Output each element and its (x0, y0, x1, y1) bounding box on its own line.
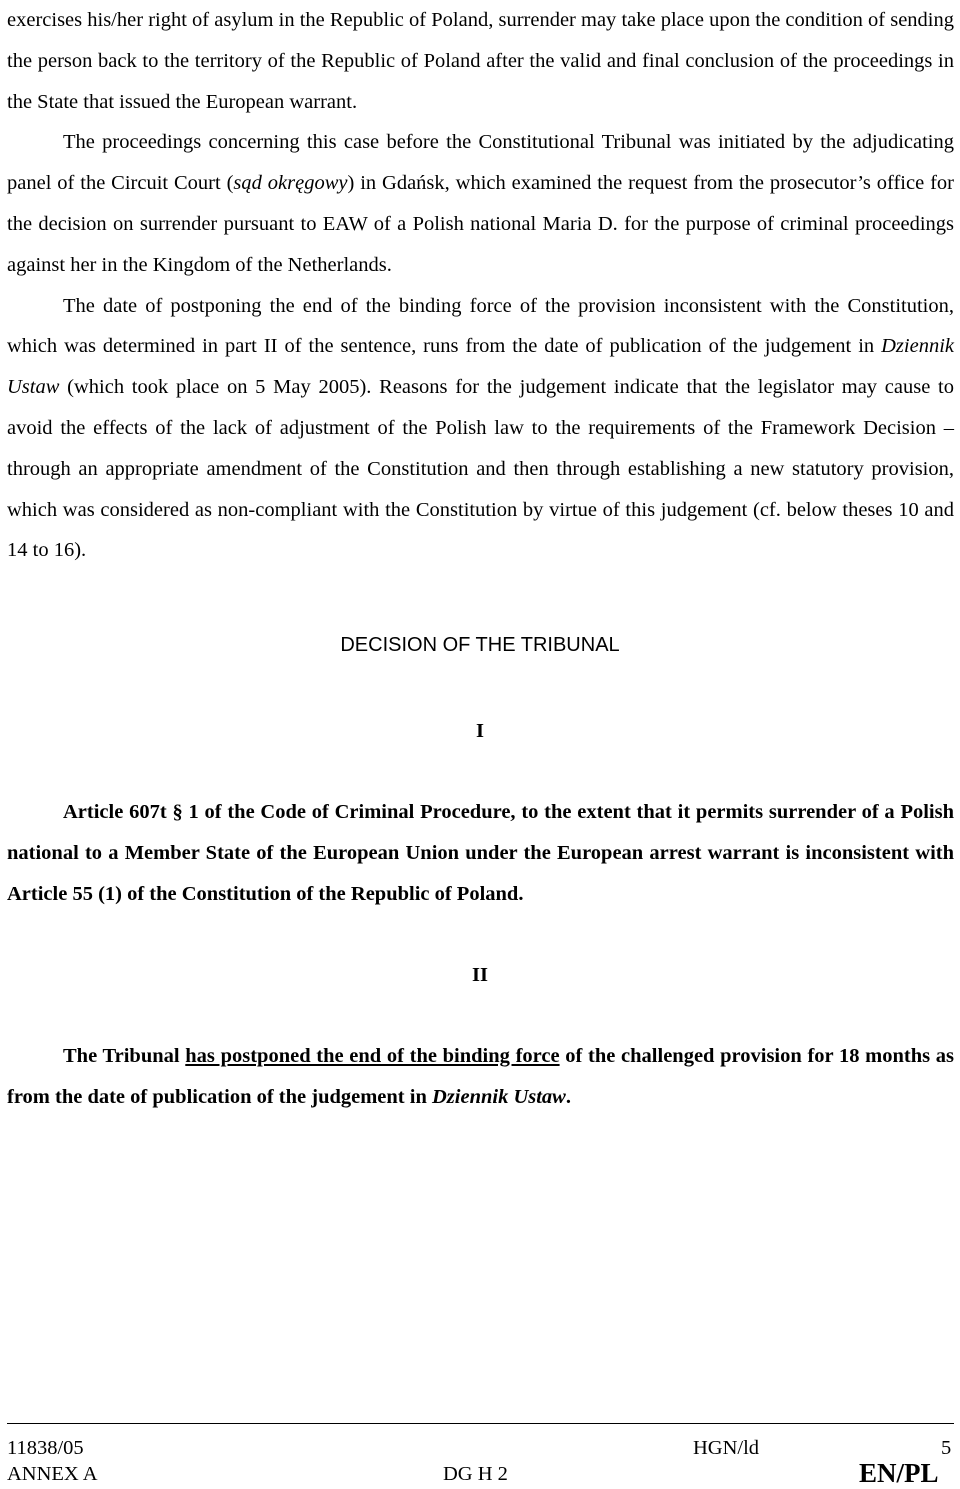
body-text (7, 0, 954, 571)
paragraph-proceedings: The proceedings concerning this case before the Constitutional Tribunal was initiated by the adjudicating panel of the Circuit Court (sąd okręgowy) in Gdańsk, which examined the request from the prosecutor’s office for the decision on surrender pursuant to EAW of a Polish national Maria D. for the purpose of criminal proceedings against her in the Kingdom of the Netherlands. (7, 131, 954, 276)
section-ii-text: The Tribunal has postponed the end of the binding force of the challenged provision for 18 months as from the date of publication of the judgement in Dziennik Ustaw. (7, 1045, 954, 1108)
paragraph-continuation: exercises his/her right of asylum in the Republic of Poland, surrender may take place upon the condition of sending the person back to the territory of the Republic of Poland after the valid and final conclusion of the proceedings in the State that issued the European warrant. (7, 9, 954, 113)
section-numeral-i: I (476, 720, 484, 742)
footer-rule (7, 1423, 954, 1424)
paragraph-postponement: The date of postponing the end of the binding force of the provision inconsistent with the Constitution, which was determined in part II of the sentence, runs from the date of publication of the judgement in Dziennik Ustaw (which took place on 5 May 2005). Reasons for the judgement indicate that the legislator may cause to avoid the effects of the lack of adjustment of the Polish law to the requirements of the Framework Decision – through an appropriate amendment of the Constitution and then through establishing a new statutory provision, which was considered as non-compliant with the Constitution by virtue of this judgement (cf. below theses 10 and 14 to 16). (7, 294, 954, 562)
footer-doc-number: 11838/05 (7, 1437, 84, 1459)
footer-language: EN/PL (859, 1458, 939, 1488)
underlined-phrase: has postponed the end of the binding force (185, 1045, 560, 1067)
section-numeral-ii: II (472, 964, 488, 986)
footer-page-number: 5 (941, 1437, 952, 1459)
footer-annex: ANNEX A (7, 1463, 98, 1485)
footer-initials: HGN/ld (693, 1437, 760, 1459)
decision-heading: DECISION OF THE TRIBUNAL (340, 634, 620, 656)
footer-dg: DG H 2 (443, 1463, 508, 1485)
section-i-text: Article 607t § 1 of the Code of Criminal Procedure, to the extent that it permits surrender of a Polish national to a Member State of the European Union under the European arrest warrant is inconsistent with Article 55 (1) of the Constitution of the Republic of Poland. (7, 801, 954, 905)
